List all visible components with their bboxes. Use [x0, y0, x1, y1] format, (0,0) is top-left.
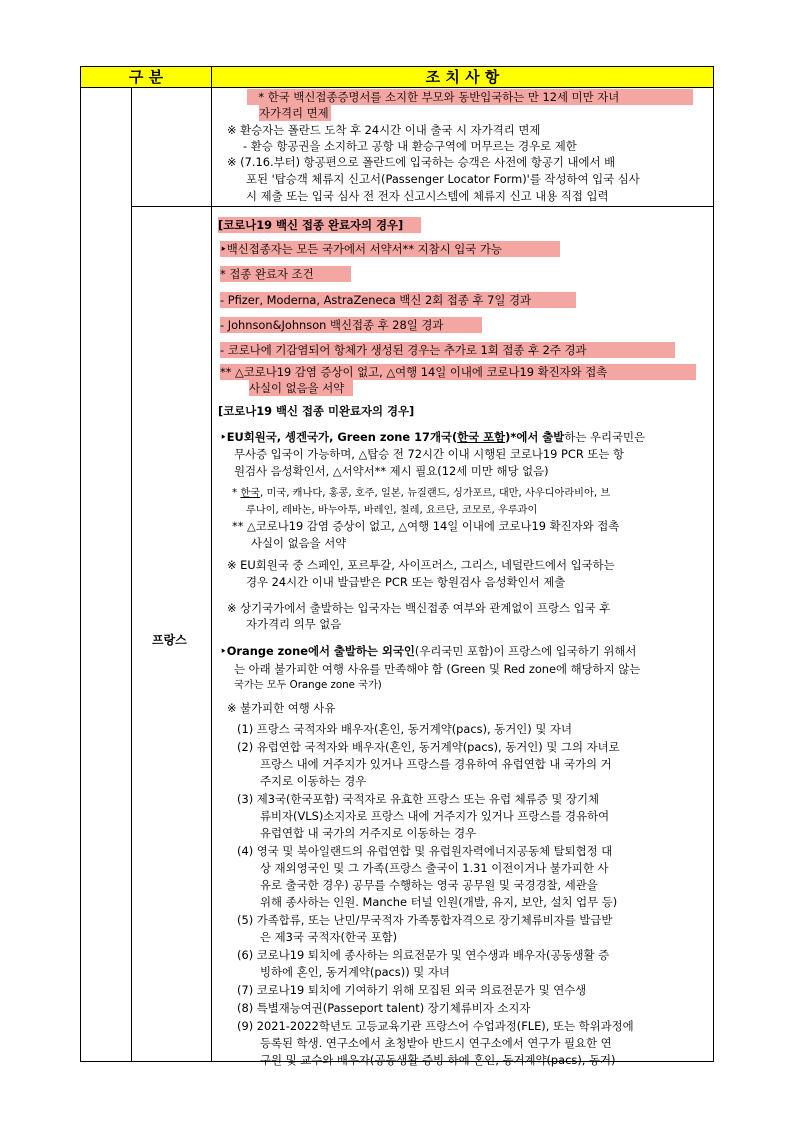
- text-line: ※ 상기국가에서 출발하는 입국자는 백신접종 여부와 관계없이 프랑스 입국 후: [227, 601, 611, 615]
- text-line: 위해 종사하는 인원. Manche 터널 인원(개발, 유지, 보안, 설치 업무 등): [260, 895, 618, 909]
- country-list-line: [232, 486, 610, 502]
- category-france: 프랑스: [152, 633, 187, 647]
- eu-departure-line: [220, 429, 645, 445]
- text-line: - 코로나에 기감염되어 항체가 생성된 경우는 추가로 1회 접종 후 2주 경과: [220, 342, 675, 358]
- bullet-arrow: ‣: [220, 644, 227, 658]
- col-divider-left: [131, 87, 132, 1062]
- bullet-arrow: ‣: [220, 430, 227, 444]
- text-line: (6) 코로나19 퇴치에 종사하는 의료전문가 및 연수생과 배우자(공동생활 증: [237, 948, 610, 962]
- eu-underline: 한국 포함: [457, 430, 506, 444]
- text-line: 빙하에 혼인, 동거계약(pacs)) 및 자녀: [260, 965, 450, 979]
- text-line: (5) 가족합류, 또는 난민/무국적자 가족통합자격으로 장기체류비자를 발급받: [237, 913, 613, 927]
- eu-bold: EU회원국, 솅겐국가, Green zone 17개국(: [226, 430, 458, 444]
- text-line: (1) 프랑스 국적자와 배우자(혼인, 동거계약(pacs), 동거인) 및 자녀: [237, 722, 572, 736]
- text-line: - Johnson&Johnson 백신접종 후 28일 경과: [220, 317, 482, 333]
- text-line: (9) 2021-2022학년도 고등교육기관 프랑스어 수업과정(FLE), 또는 학위과정에: [237, 1019, 634, 1033]
- orange-zone-line: [220, 643, 636, 659]
- country-rest: , 미국, 캐나다, 홍콩, 호주, 일본, 뉴질랜드, 싱가포르, 대만, 사우디아라비아, 브: [260, 488, 611, 499]
- text-line: 자가격리 면제: [259, 105, 331, 121]
- text-line: (8) 특별재능여권(Passeport talent) 장기체류비자 소지자: [237, 1001, 531, 1015]
- eu-rest: 하는 우리국민은: [564, 430, 645, 444]
- text-line: (3) 제3국(한국포함) 국적자로 유효한 프랑스 또는 유럽 체류증 및 장기체: [237, 792, 599, 806]
- table-header: [81, 67, 713, 88]
- text-line: ※ 환승자는 폴란드 도착 후 24시간 이내 출국 시 자가격리 면제: [227, 123, 541, 137]
- text-line: 구원 및 교수와 배우자(공동생활 증빙 하에 혼인, 동거계약(pacs), 동거): [260, 1053, 616, 1067]
- text-line: ※ EU회원국 중 스페인, 포르투갈, 사이프러스, 그리스, 네덜란드에서 입국하는: [227, 558, 615, 572]
- text-line: 포된 '탑승객 체류지 신고서(Passenger Locator Form)'를 작성하여 입국 심사: [246, 172, 640, 186]
- text-line: 류비자(VLS)소지자로 프랑스 내에 거주지가 있거나 프랑스를 경유하여: [260, 809, 610, 823]
- row-divider: [131, 206, 713, 207]
- text-line: 등록된 학생. 연구소에서 초청받아 반드시 연구소에서 연구가 필요한 연: [260, 1036, 612, 1050]
- text-line: [코로나19 백신 접종 완료자의 경우]: [218, 217, 421, 233]
- text-line: 프랑스 내에 거주지가 있거나 프랑스를 경유하여 유럽연합 내 국가의 거: [260, 757, 612, 771]
- orange-bold: Orange zone에서 출발하는 외국인: [226, 644, 415, 658]
- text-line: ** △코로나19 감염 증상이 없고, △여행 14일 이내에 코로나19 확진자와 접촉: [232, 519, 620, 533]
- text-line: (4) 영국 및 북아일랜드의 유럽연합 및 유럽원자력에너지공동체 탈퇴협정 대: [237, 844, 613, 858]
- header-category: 구 분: [81, 67, 212, 87]
- korea-underline: 한국: [240, 488, 261, 499]
- text-line: 루나이, 레바논, 바누아투, 바레인, 칠레, 요르단, 코모로, 우루과이: [246, 505, 538, 516]
- text-line: ** △코로나19 감염 증상이 없고, △여행 14일 이내에 코로나19 확진자와 접촉: [220, 364, 696, 380]
- text-line: 경우 24시간 이내 발급받은 PCR 또는 항원검사 음성확인서 제출: [246, 575, 566, 589]
- text-line: (2) 유럽연합 국적자와 배우자(혼인, 동거계약(pacs), 동거인) 및 그의 자녀로: [237, 740, 620, 754]
- text-line: 원검사 음성확인서, △서약서** 제시 필요(12세 미만 해당 없음): [234, 464, 549, 478]
- text-line: - 환승 항공권을 소지하고 공항 내 환승구역에 머무르는 경우로 제한: [243, 139, 577, 153]
- text-line: 사실이 없음을 서약: [249, 380, 353, 396]
- col-divider-main: [211, 87, 212, 1062]
- eu-bold2: )*에서 출발: [505, 430, 565, 444]
- text-line: 상 재외영국인 및 그 가족(프랑스 출국이 1.31 이전이거나 불가피한 사: [260, 861, 609, 875]
- text-line: ‣백신접종자는 모든 국가에서 서약서** 지참시 입국 가능: [220, 241, 560, 257]
- text-line: 무사증 입국이 가능하며, △탑승 전 72시간 이내 시행된 코로나19 PCR 또는 항: [234, 447, 625, 461]
- text-line: 유로 출국한 경우) 공무를 수행하는 영국 공무원 및 국경경찰, 세관을: [260, 878, 598, 892]
- text-line: 국가는 모두 Orange zone 국가): [234, 680, 382, 691]
- text-line: - Pfizer, Moderna, AstraZeneca 백신 2회 접종 후 7일 경과: [220, 292, 576, 308]
- header-measures: 조 치 사 항: [425, 68, 500, 86]
- text-line: 사실이 없음을 서약: [251, 536, 347, 550]
- text-line: ※ 불가피한 여행 사유: [227, 701, 336, 715]
- text-line: (7) 코로나19 퇴치에 기여하기 위해 모집된 외국 의료전문가 및 연수생: [237, 983, 587, 997]
- asterisk: *: [232, 488, 241, 499]
- orange-rest: (우리국민 포함)이 프랑스에 입국하기 위해서: [414, 644, 637, 658]
- text-line: ※ (7.16.부터) 항공편으로 폴란드에 입국하는 승객은 사전에 항공기 내에서 배: [227, 155, 616, 169]
- text-line: 은 제3국 국적자(한국 포함): [260, 930, 398, 944]
- text-line: 시 제출 또는 입국 심사 전 전자 신고시스템에 체류지 신고 내용 직접 입력: [246, 189, 609, 203]
- text-line: 는 아래 불가피한 여행 사유를 만족해야 함 (Green 및 Red zone에 해당하지 않는: [234, 662, 641, 676]
- text-line: * 한국 백신접종증명서를 소지한 부모와 동반입국하는 만 12세 미만 자녀: [247, 89, 693, 105]
- text-line: 주지로 이동하는 경우: [260, 774, 367, 788]
- text-line: [코로나19 백신 접종 미완료자의 경우]: [218, 404, 415, 418]
- text-line: 유럽연합 내 국가의 거주지로 이동하는 경우: [260, 826, 477, 840]
- text-line: * 접종 완료자 조건: [220, 266, 351, 282]
- text-line: 자가격리 의무 없음: [246, 617, 342, 631]
